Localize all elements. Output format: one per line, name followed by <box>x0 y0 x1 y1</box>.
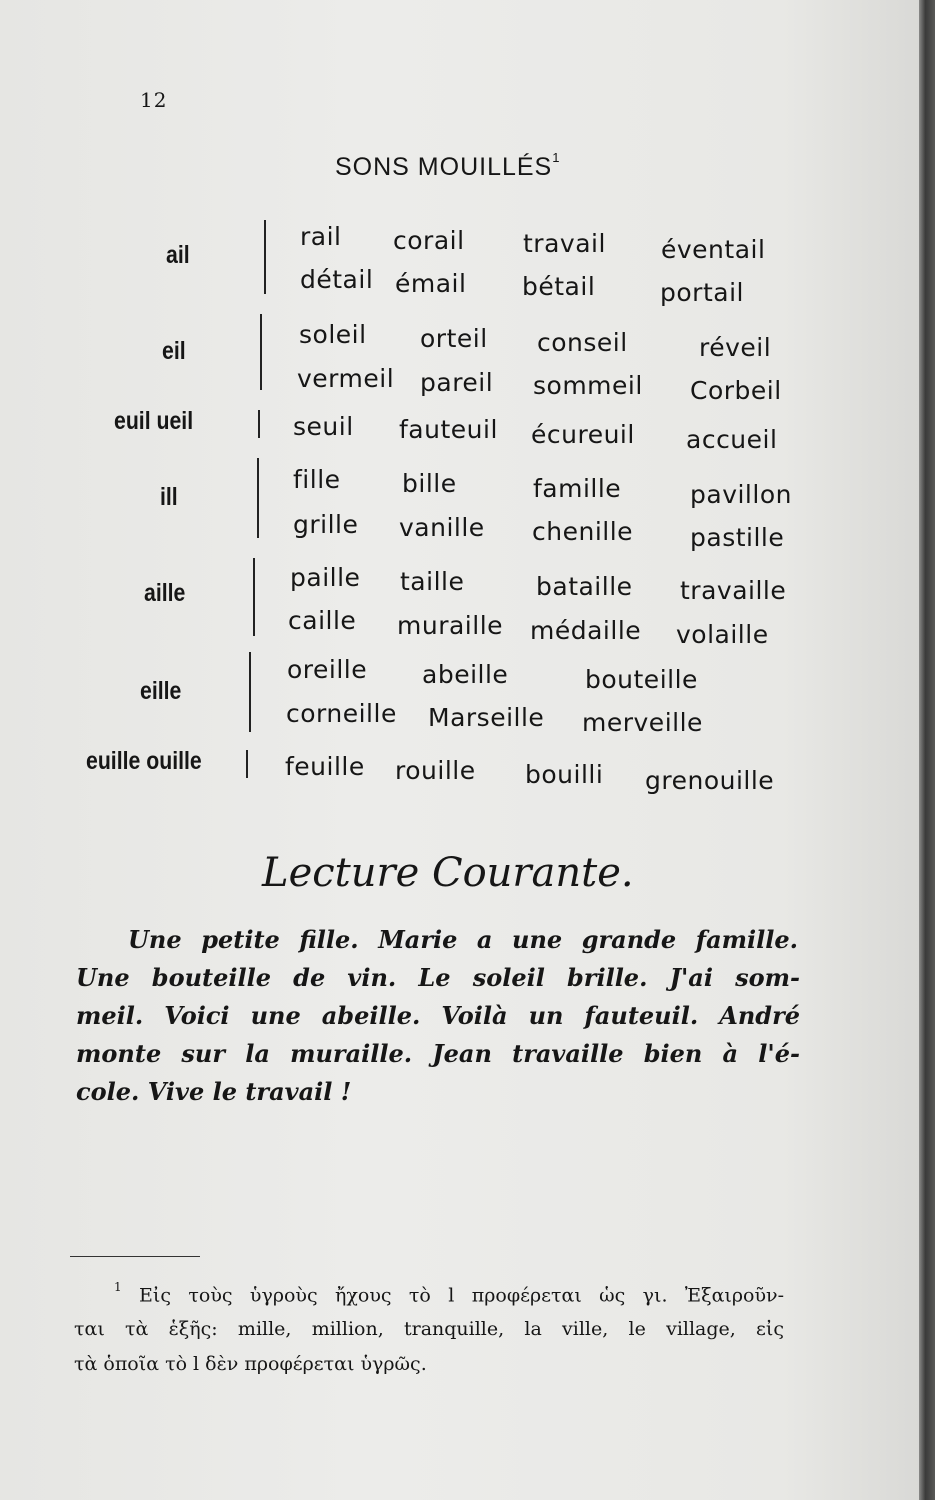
page-number: 12 <box>140 88 168 112</box>
reading-line: monte sur la muraille. Jean travaille bien à l'é- <box>76 1039 800 1068</box>
word: émail <box>395 269 467 298</box>
group-label-ail: ail <box>166 241 190 269</box>
word: bétail <box>522 272 596 301</box>
group-divider <box>258 410 260 438</box>
word: corail <box>393 226 465 255</box>
word: travaille <box>680 576 787 605</box>
word: taille <box>400 567 465 596</box>
word: bouilli <box>525 760 604 789</box>
word: bille <box>402 469 457 498</box>
group-label-eille: eille <box>140 677 182 705</box>
group-label-eil: eil <box>162 337 186 365</box>
word: vanille <box>399 513 485 542</box>
group-divider <box>246 750 248 778</box>
page-edge-shadow <box>919 0 935 1500</box>
word: sommeil <box>533 371 643 400</box>
word: orteil <box>420 324 488 353</box>
word: grenouille <box>645 766 775 795</box>
word: travail <box>523 229 606 258</box>
group-label-euille-ouille: euille ouille <box>86 747 202 775</box>
word: feuille <box>285 752 365 781</box>
word: corneille <box>286 699 397 728</box>
word: portail <box>660 278 744 307</box>
word: rail <box>300 222 342 251</box>
footnote-line: τὰ ὁποῖα τὸ l δὲν προφέρεται ὑγρῶς. <box>74 1353 427 1375</box>
reading-line: meil. Voici une abeille. Voilà un fauteuil. André <box>76 1001 800 1030</box>
group-divider <box>249 652 251 732</box>
group-label-aille: aille <box>144 579 186 607</box>
reading-line: cole. Vive le travail ! <box>76 1077 352 1106</box>
footnote-rule <box>70 1256 200 1257</box>
word: médaille <box>530 616 642 645</box>
footnote-ref: 1 <box>552 149 561 165</box>
group-divider <box>257 458 259 538</box>
word: pastille <box>690 523 785 552</box>
group-divider <box>264 220 266 294</box>
word: volaille <box>676 620 769 649</box>
section-title-text: SONS MOUILLÉS <box>335 153 553 181</box>
footnote-line <box>114 1280 784 1307</box>
word: seuil <box>293 412 354 441</box>
word: soleil <box>299 320 367 349</box>
word: Marseille <box>428 703 545 732</box>
word: grille <box>293 510 359 539</box>
word: vermeil <box>297 364 395 393</box>
reading-line: Une petite fille. Marie a une grande famille. <box>128 925 798 954</box>
word: détail <box>300 265 374 294</box>
word: écureuil <box>531 420 635 449</box>
word: fauteuil <box>399 415 498 444</box>
word: accueil <box>686 425 778 454</box>
footnote-text: Εἰς τοὺς ὑγροὺς ἤχους τὸ l προφέρεται ὡς γι. Ἐξαιροῦν- <box>139 1284 784 1307</box>
word: abeille <box>422 660 509 689</box>
word: rouille <box>395 756 476 785</box>
word: bouteille <box>585 665 698 694</box>
word: paille <box>290 563 361 592</box>
word: pareil <box>420 368 494 397</box>
word: Corbeil <box>690 376 782 405</box>
group-divider <box>260 314 262 390</box>
word: bataille <box>536 572 633 601</box>
word: fille <box>293 465 341 494</box>
word: pavillon <box>690 480 792 509</box>
word: réveil <box>699 333 772 362</box>
word: conseil <box>537 328 628 357</box>
group-label-euil-ueil: euil ueil <box>114 407 194 435</box>
footnote-line: ται τὰ ἑξῆς: mille, million, tranquille, la ville, le village, εἰς <box>74 1318 784 1340</box>
reading-title: Lecture Courante. <box>262 850 634 896</box>
footnote-marker: 1 <box>114 1280 122 1294</box>
word: chenille <box>532 517 634 546</box>
word: muraille <box>397 611 504 640</box>
word: caille <box>288 606 357 635</box>
word: famille <box>533 474 622 503</box>
word: éventail <box>661 235 766 264</box>
reading-line: Une bouteille de vin. Le soleil brille. J'ai som- <box>76 963 800 992</box>
word: oreille <box>287 655 368 684</box>
section-title <box>335 149 561 182</box>
word: merveille <box>582 708 703 737</box>
group-divider <box>253 558 255 636</box>
group-label-ill: ill <box>160 483 178 511</box>
